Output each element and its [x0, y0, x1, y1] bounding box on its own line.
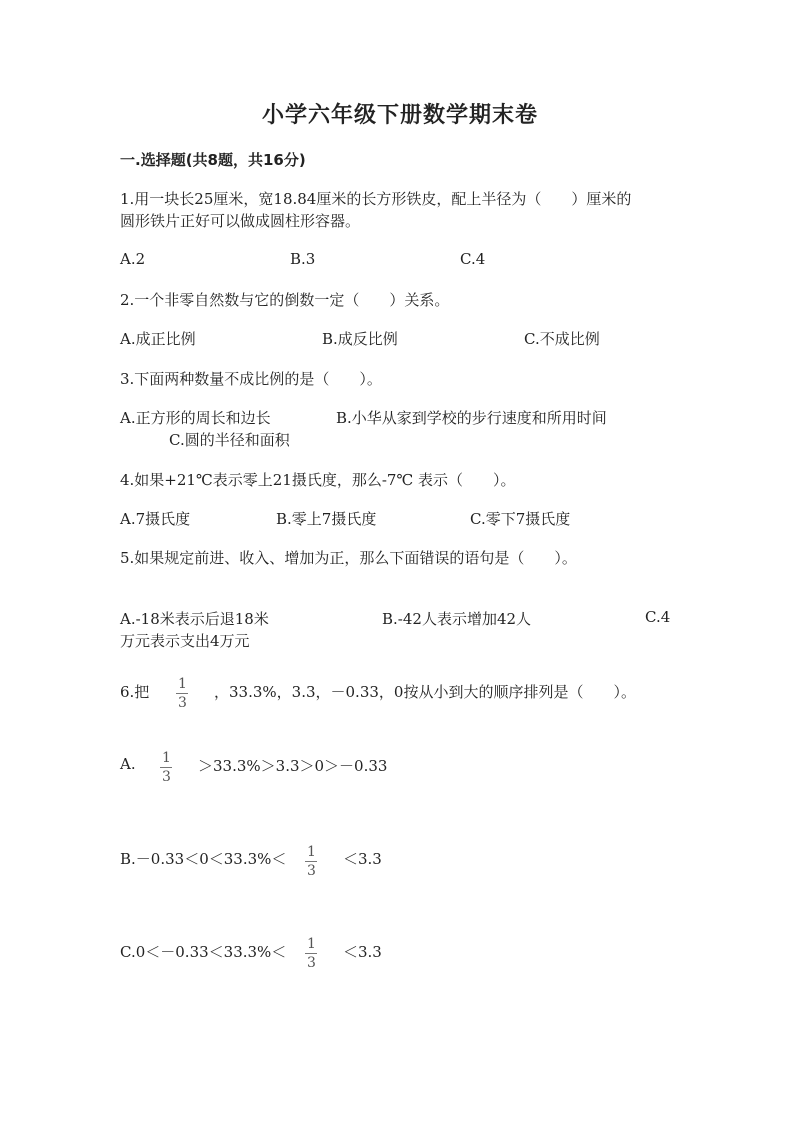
fraction-denominator: 3	[307, 955, 316, 971]
question-2-stem: 2.一个非零自然数与它的倒数一定（ ）关系。	[120, 291, 450, 309]
fraction-one-third	[160, 751, 173, 784]
question-4-option-a: A.7摄氏度	[120, 510, 191, 528]
question-3-option-a: A.正方形的周长和边长	[120, 409, 271, 427]
fraction-denominator: 3	[178, 695, 187, 711]
question-1-stem-line2: 圆形铁片正好可以做成圆柱形容器。	[120, 212, 361, 230]
question-6-option-c-text: ＜3.3	[343, 943, 382, 961]
fraction-denominator: 3	[162, 769, 171, 785]
question-6-option-c-label: C.0＜－0.33＜33.3%＜	[120, 943, 287, 961]
fraction-bar	[160, 767, 172, 768]
section-heading: 一.选择题(共8题，共16分)	[120, 151, 306, 169]
fraction-one-third	[305, 845, 318, 878]
question-6-option-b-text: ＜3.3	[343, 850, 382, 868]
question-2-option-c: C.不成比例	[524, 330, 600, 348]
fraction-numerator: 1	[307, 844, 316, 860]
fraction-bar	[305, 861, 317, 862]
question-6-stem-post: ，33.3%，3.3，－0.33，0按从小到大的顺序排列是（ ）。	[214, 683, 636, 701]
question-4-stem: 4.如果+21℃表示零上21摄氏度，那么-7℃ 表示（ ）。	[120, 471, 516, 489]
question-5-option-c-cont: 万元表示支出4万元	[120, 632, 250, 650]
question-1-stem-line1: 1.用一块长25厘米，宽18.84厘米的长方形铁皮，配上半径为（ ）厘米的	[120, 190, 632, 208]
fraction-numerator: 1	[178, 676, 187, 692]
question-4-option-c: C.零下7摄氏度	[470, 510, 571, 528]
question-6-stem-pre: 6.把	[120, 683, 150, 701]
fraction-one-third	[305, 937, 318, 970]
question-6-option-a-text: ＞33.3%＞3.3＞0＞－0.33	[198, 757, 388, 775]
question-5-stem: 5.如果规定前进、收入、增加为正，那么下面错误的语句是（ ）。	[120, 549, 577, 567]
question-6-option-a-label: A.	[120, 755, 136, 773]
question-2-option-b: B.成反比例	[322, 330, 398, 348]
question-1-option-a: A.2	[120, 250, 146, 268]
fraction-numerator: 1	[307, 936, 316, 952]
question-3-option-c: C.圆的半径和面积	[169, 431, 290, 449]
fraction-numerator: 1	[162, 750, 171, 766]
question-1-option-b: B.3	[290, 250, 316, 268]
fraction-denominator: 3	[307, 863, 316, 879]
question-5-option-b: B.-42人表示增加42人	[382, 610, 532, 628]
page-title: 小学六年级下册数学期末卷	[261, 102, 538, 128]
question-5-option-c: C.4	[645, 608, 671, 626]
question-3-option-b: B.小华从家到学校的步行速度和所用时间	[336, 409, 607, 427]
fraction-one-third	[176, 677, 189, 710]
question-4-option-b: B.零上7摄氏度	[276, 510, 377, 528]
question-6-option-b-label: B.－0.33＜0＜33.3%＜	[120, 850, 287, 868]
fraction-bar	[176, 693, 188, 694]
question-2-option-a: A.成正比例	[120, 330, 196, 348]
question-3-stem: 3.下面两种数量不成比例的是（ ）。	[120, 370, 382, 388]
fraction-bar	[305, 953, 317, 954]
question-5-option-a: A.-18米表示后退18米	[120, 610, 269, 628]
question-1-option-c: C.4	[460, 250, 486, 268]
